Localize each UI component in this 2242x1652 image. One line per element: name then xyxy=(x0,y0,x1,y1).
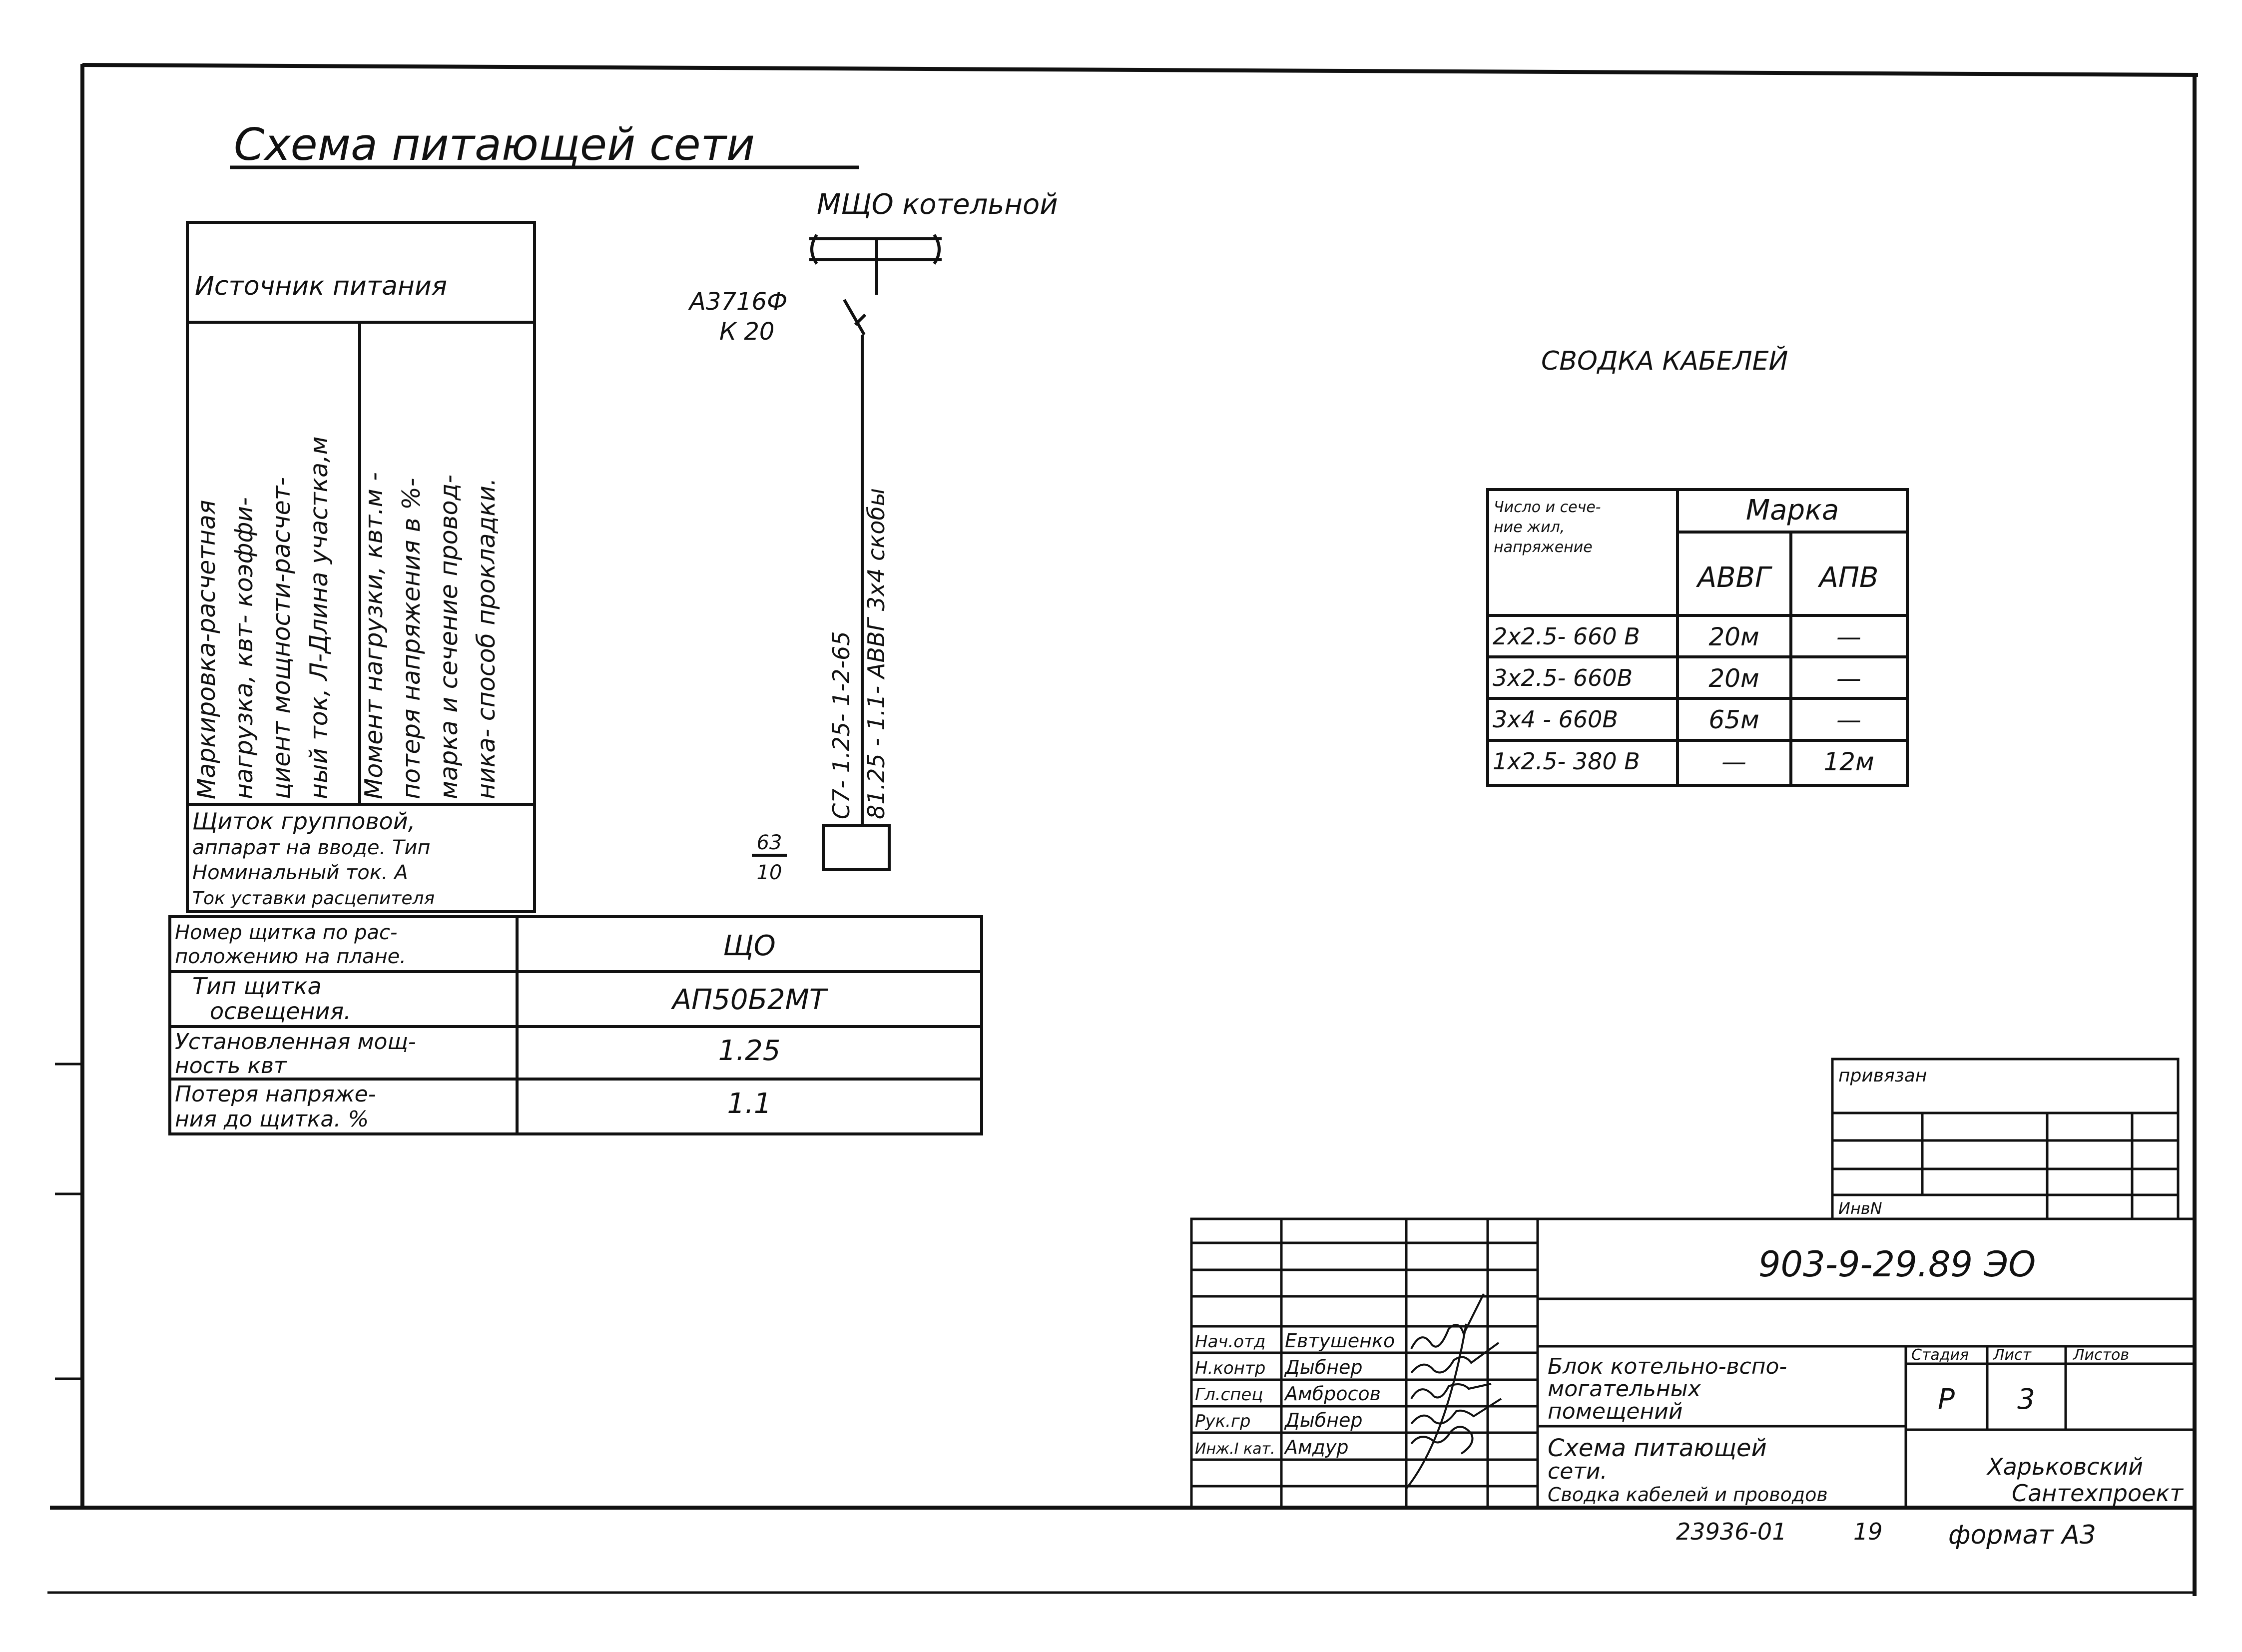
svg-text:Номер щитка по рас-: Номер щитка по рас- xyxy=(175,921,398,944)
svg-text:—: — xyxy=(1836,664,1861,693)
archive-number: 23936-01 xyxy=(1676,1518,1787,1545)
svg-text:Схема питающей: Схема питающей xyxy=(1548,1434,1767,1462)
svg-text:АП50Б2МТ: АП50Б2МТ xyxy=(672,984,827,1016)
brand-apv: АПВ xyxy=(1819,561,1879,594)
svg-text:ника- способ прокладки.: ника- способ прокладки. xyxy=(472,478,501,799)
svg-text:марка и сечение провод-: марка и сечение провод- xyxy=(435,474,463,799)
feeder-label-2 xyxy=(863,488,890,819)
breaker-rating: К 20 xyxy=(719,318,775,346)
frame-top xyxy=(82,65,2198,75)
svg-text:20м: 20м xyxy=(1708,664,1759,693)
svg-text:Гл.спец: Гл.спец xyxy=(1195,1385,1263,1405)
panel-box xyxy=(823,826,889,870)
svg-text:ние жил,: ние жил, xyxy=(1494,519,1565,536)
svg-text:Евтушенко: Евтушенко xyxy=(1285,1330,1395,1352)
legend-row-panel-type xyxy=(192,973,828,1025)
signature-row xyxy=(1195,1436,1349,1458)
svg-text:могательных: могательных xyxy=(1548,1376,1701,1402)
svg-text:1х2.5- 380 В: 1х2.5- 380 В xyxy=(1493,748,1640,775)
svg-text:С7- 1.25- 1-2-65: С7- 1.25- 1-2-65 xyxy=(828,631,855,819)
stage-header: Стадия xyxy=(1911,1346,1969,1364)
svg-text:Сантехпроект: Сантехпроект xyxy=(2011,1480,2183,1507)
sheets-header: Листов xyxy=(2073,1346,2130,1364)
svg-text:циент мощности-расчет-: циент мощности-расчет- xyxy=(267,477,296,799)
svg-text:ность квт: ность квт xyxy=(175,1053,287,1079)
svg-text:ния до щитка. %: ния до щитка. % xyxy=(175,1106,369,1132)
svg-text:сети.: сети. xyxy=(1548,1459,1608,1484)
brand-header: Марка xyxy=(1745,494,1839,527)
svg-text:Н.контр: Н.контр xyxy=(1195,1358,1266,1378)
svg-text:помещений: помещений xyxy=(1548,1399,1683,1424)
signature-row xyxy=(1195,1409,1362,1431)
legend-col2 xyxy=(360,472,501,799)
svg-text:2х2.5- 660 В: 2х2.5- 660 В xyxy=(1493,623,1640,650)
signature-row xyxy=(1195,1383,1381,1405)
svg-text:Тип щитка: Тип щитка xyxy=(192,973,322,1000)
svg-text:Номинальный ток. А: Номинальный ток. А xyxy=(192,861,408,884)
svg-text:Блок котельно-вспо-: Блок котельно-вспо- xyxy=(1548,1354,1787,1379)
svg-text:освещения.: освещения. xyxy=(210,998,351,1025)
svg-text:—: — xyxy=(1836,705,1861,734)
format-label: формат А3 xyxy=(1948,1520,2096,1550)
svg-text:аппарат на вводе. Тип: аппарат на вводе. Тип xyxy=(192,836,431,859)
svg-text:Дыбнер: Дыбнер xyxy=(1285,1409,1363,1431)
sheet-header: Лист xyxy=(1993,1346,2032,1364)
svg-text:Ток уставки расцепителя: Ток уставки расцепителя xyxy=(192,888,435,909)
inv-label: ИнвN xyxy=(1838,1199,1882,1218)
doc-code: 903-9-29.89 ЭО xyxy=(1758,1244,2036,1285)
svg-text:1.25: 1.25 xyxy=(718,1035,781,1067)
panel-fraction-den: 10 xyxy=(756,861,782,884)
svg-text:12м: 12м xyxy=(1823,747,1874,776)
svg-text:20м: 20м xyxy=(1708,622,1759,651)
legend-row-installed-power xyxy=(175,1029,780,1079)
building-name xyxy=(1548,1354,1787,1424)
cable-summary-title: СВОДКА КАБЕЛЕЙ xyxy=(1541,346,1788,376)
svg-text:Нач.отд: Нач.отд xyxy=(1195,1332,1266,1352)
svg-text:Дыбнер: Дыбнер xyxy=(1285,1356,1363,1378)
legend-header: Источник питания xyxy=(195,271,448,301)
svg-text:напряжение: напряжение xyxy=(1494,539,1593,556)
svg-text:Инж.I кат.: Инж.I кат. xyxy=(1195,1440,1275,1458)
svg-text:ный ток, Л-Длина участка,м: ный ток, Л-Длина участка,м xyxy=(305,436,333,799)
page-number: 19 xyxy=(1853,1518,1883,1545)
sheet-value: 3 xyxy=(2017,1383,2035,1416)
sheet-title xyxy=(1548,1434,1828,1506)
legend-panel-lines xyxy=(192,808,435,909)
cable-row xyxy=(1493,747,1874,776)
svg-text:Потеря напряже-: Потеря напряже- xyxy=(175,1082,376,1107)
svg-text:Щиток групповой,: Щиток групповой, xyxy=(192,808,416,835)
page-title: Схема питающей сети xyxy=(234,119,755,170)
svg-text:3х4 - 660В: 3х4 - 660В xyxy=(1493,706,1618,733)
svg-text:65м: 65м xyxy=(1708,705,1759,734)
brand-avvg: АВВГ xyxy=(1697,561,1771,594)
svg-text:—: — xyxy=(1836,622,1861,651)
svg-text:потеря напряжения в %-: потеря напряжения в %- xyxy=(397,478,426,799)
stage-value: Р xyxy=(1938,1383,1955,1416)
svg-text:—: — xyxy=(1721,747,1746,776)
svg-text:Маркировка-расчетная: Маркировка-расчетная xyxy=(192,500,221,799)
svg-text:Сводка кабелей и проводов: Сводка кабелей и проводов xyxy=(1548,1484,1828,1506)
privyazan-label: привязан xyxy=(1838,1066,1927,1086)
signature-row xyxy=(1195,1330,1395,1352)
svg-text:3х2.5- 660В: 3х2.5- 660В xyxy=(1493,664,1633,691)
signature-row xyxy=(1195,1356,1362,1378)
svg-text:Момент нагрузки, квт.м -: Момент нагрузки, квт.м - xyxy=(360,472,388,799)
legend-col1 xyxy=(192,436,333,799)
breaker-type: А3716Ф xyxy=(689,288,788,316)
panel-fraction-num: 63 xyxy=(756,831,782,854)
svg-text:81.25 - 1.1- АВВГ 3х4 скобы: 81.25 - 1.1- АВВГ 3х4 скобы xyxy=(863,488,890,819)
svg-text:Амдур: Амдур xyxy=(1285,1436,1349,1458)
svg-text:Рук.гр: Рук.гр xyxy=(1195,1411,1251,1431)
organization xyxy=(1986,1453,2184,1507)
legend-row-voltage-loss xyxy=(175,1082,772,1132)
source-name: МЩО котельной xyxy=(817,188,1058,221)
legend-row-panel-number xyxy=(175,921,776,968)
svg-text:Число и сече-: Число и сече- xyxy=(1494,499,1601,516)
svg-text:Установленная мощ-: Установленная мощ- xyxy=(175,1029,416,1055)
cable-summary-col0-header xyxy=(1494,499,1601,556)
svg-text:1.1: 1.1 xyxy=(727,1088,772,1120)
svg-text:Харьковский: Харьковский xyxy=(1987,1453,2143,1480)
svg-text:ЩО: ЩО xyxy=(723,930,776,962)
feeder-label-1 xyxy=(828,631,855,819)
svg-text:Амбросов: Амбросов xyxy=(1285,1383,1381,1405)
svg-text:положению на плане.: положению на плане. xyxy=(175,945,406,968)
svg-text:нагрузка, квт- коэффи-: нагрузка, квт- коэффи- xyxy=(230,497,258,799)
